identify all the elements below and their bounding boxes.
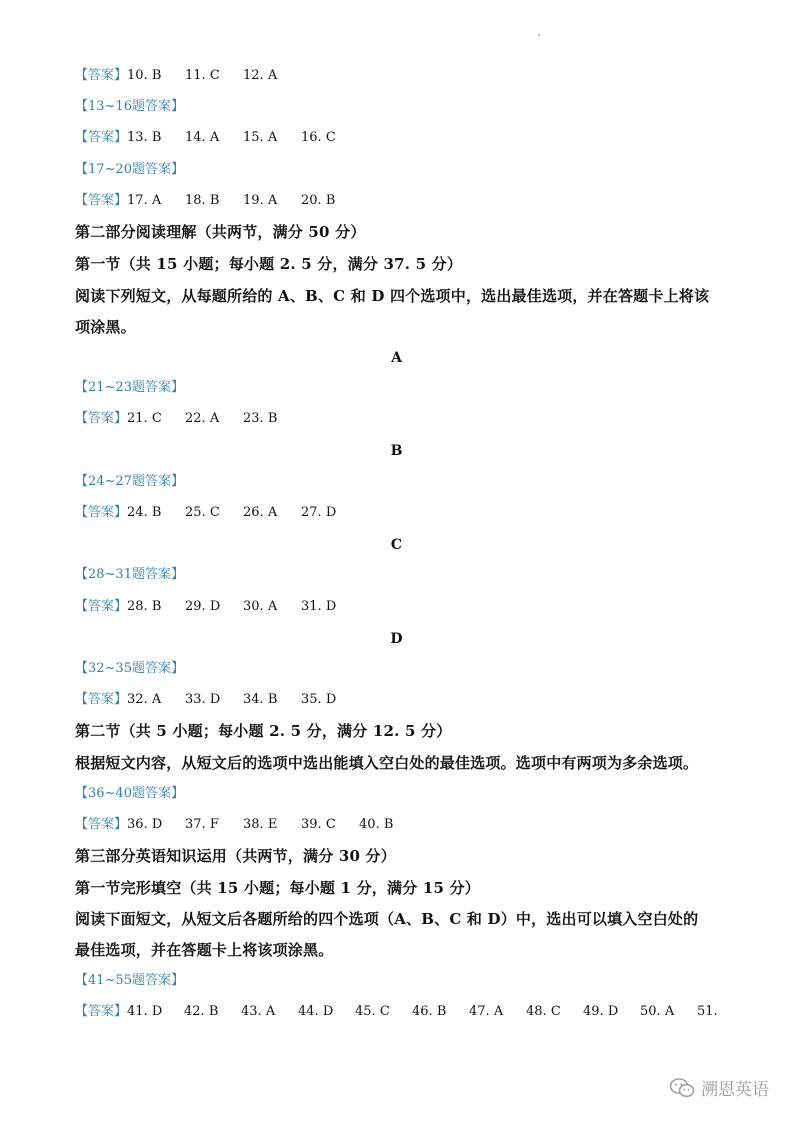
passage-heading: D <box>390 631 403 647</box>
answer-item: 25. C <box>185 505 220 520</box>
answer-item: 27. D <box>301 505 337 520</box>
answer-tag: 【答案】 <box>75 817 128 832</box>
section-instruction: 阅读下面短文，从短文后各题所给的四个选项（A、B、C 和 D）中，选出可以填入空白处的 <box>75 910 699 928</box>
answer-item: 17. A <box>127 193 162 208</box>
answer-group-label: 【17~20题答案】 <box>75 162 184 177</box>
section-instruction: 项涂黑。 <box>75 318 136 336</box>
answer-item: 40. B <box>359 817 394 832</box>
answer-item: 13. B <box>127 130 162 145</box>
answer-item: 49. D <box>583 1004 619 1019</box>
section-instruction: 最佳选项，并在答题卡上将该项涂黑。 <box>75 941 334 959</box>
answer-item: 31. D <box>301 599 337 614</box>
answer-group-label: 【21~23题答案】 <box>75 380 184 395</box>
answer-tag: 【答案】 <box>75 130 128 145</box>
answer-item: 34. B <box>243 692 278 707</box>
answer-item: 47. A <box>469 1004 504 1019</box>
answer-item: 24. B <box>127 505 162 520</box>
answer-item: 29. D <box>185 599 221 614</box>
answer-item: 14. A <box>185 130 220 145</box>
scan-dot <box>538 34 540 36</box>
answer-item: 18. B <box>185 193 220 208</box>
answer-row <box>75 409 278 429</box>
section-instruction: 第三部分英语知识运用（共两节，满分 30 分） <box>75 847 396 865</box>
answer-group-label: 【28~31题答案】 <box>75 567 184 582</box>
answer-row <box>75 128 336 148</box>
passage-heading: C <box>390 537 403 553</box>
answer-item: 46. B <box>412 1004 447 1019</box>
wechat-icon <box>669 1077 695 1099</box>
answer-item: 48. C <box>526 1004 561 1019</box>
answer-item: 10. B <box>127 68 162 83</box>
answer-row <box>75 690 337 710</box>
answer-item: 50. A <box>640 1004 675 1019</box>
section-instruction: 第一节（共 15 小题；每小题 2. 5 分，满分 37. 5 分） <box>75 255 463 273</box>
answer-item: 33. D <box>185 692 221 707</box>
answer-item: 38. E <box>243 817 278 832</box>
answer-row <box>75 1002 727 1022</box>
section-instruction: 第二部分阅读理解（共两节，满分 50 分） <box>75 223 366 241</box>
answer-group-label: 【32~35题答案】 <box>75 661 184 676</box>
answer-item: 35. D <box>301 692 337 707</box>
watermark <box>669 1075 769 1100</box>
answer-group-label: 【24~27题答案】 <box>75 474 184 489</box>
answer-item: 21. C <box>127 411 162 426</box>
answer-row <box>75 66 278 86</box>
answer-item: 19. A <box>243 193 278 208</box>
answer-tag: 【答案】 <box>75 1004 128 1019</box>
answer-group-label: 【41~55题答案】 <box>75 973 184 988</box>
answer-item: 22. A <box>185 411 220 426</box>
answer-item: 44. D <box>298 1004 334 1019</box>
answer-row <box>75 503 337 523</box>
answer-item: 15. A <box>243 130 278 145</box>
answer-tag: 【答案】 <box>75 505 128 520</box>
answer-item: 32. A <box>127 692 162 707</box>
answer-item: 51. <box>697 1004 718 1019</box>
section-instruction: 阅读下列短文，从每题所给的 A、B、C 和 D 四个选项中，选出最佳选项，并在答题卡上将该 <box>75 287 710 305</box>
answer-item: 12. A <box>243 68 278 83</box>
answer-row <box>75 597 337 617</box>
answer-row <box>75 191 336 211</box>
answer-item: 37. F <box>185 817 219 832</box>
answer-item: 39. C <box>301 817 336 832</box>
answer-item: 23. B <box>243 411 278 426</box>
passage-heading: B <box>390 443 403 459</box>
answer-item: 11. C <box>185 68 220 83</box>
watermark-label: 溯恩英语 <box>701 1080 769 1100</box>
answer-item: 26. A <box>243 505 278 520</box>
answer-item: 42. B <box>184 1004 219 1019</box>
passage-heading: A <box>391 350 402 366</box>
answer-item: 36. D <box>127 817 163 832</box>
answer-item: 41. D <box>127 1004 163 1019</box>
answer-group-label: 【36~40题答案】 <box>75 786 184 801</box>
answer-item: 43. A <box>241 1004 276 1019</box>
answer-item: 30. A <box>243 599 278 614</box>
answer-group-label: 【13~16题答案】 <box>75 99 184 114</box>
answer-item: 45. C <box>355 1004 390 1019</box>
answer-item: 16. C <box>301 130 336 145</box>
answer-tag: 【答案】 <box>75 411 128 426</box>
section-instruction: 第一节完形填空（共 15 小题；每小题 1 分，满分 15 分） <box>75 879 480 897</box>
section-instruction: 根据短文内容，从短文后的选项中选出能填入空白处的最佳选项。选项中有两项为多余选项。 <box>75 754 699 772</box>
answer-tag: 【答案】 <box>75 68 128 83</box>
answer-item: 28. B <box>127 599 162 614</box>
answer-tag: 【答案】 <box>75 599 128 614</box>
answer-tag: 【答案】 <box>75 193 128 208</box>
section-instruction: 第二节（共 5 小题；每小题 2. 5 分，满分 12. 5 分） <box>75 722 452 740</box>
answer-item: 20. B <box>301 193 336 208</box>
answer-row <box>75 815 394 835</box>
answer-tag: 【答案】 <box>75 692 128 707</box>
